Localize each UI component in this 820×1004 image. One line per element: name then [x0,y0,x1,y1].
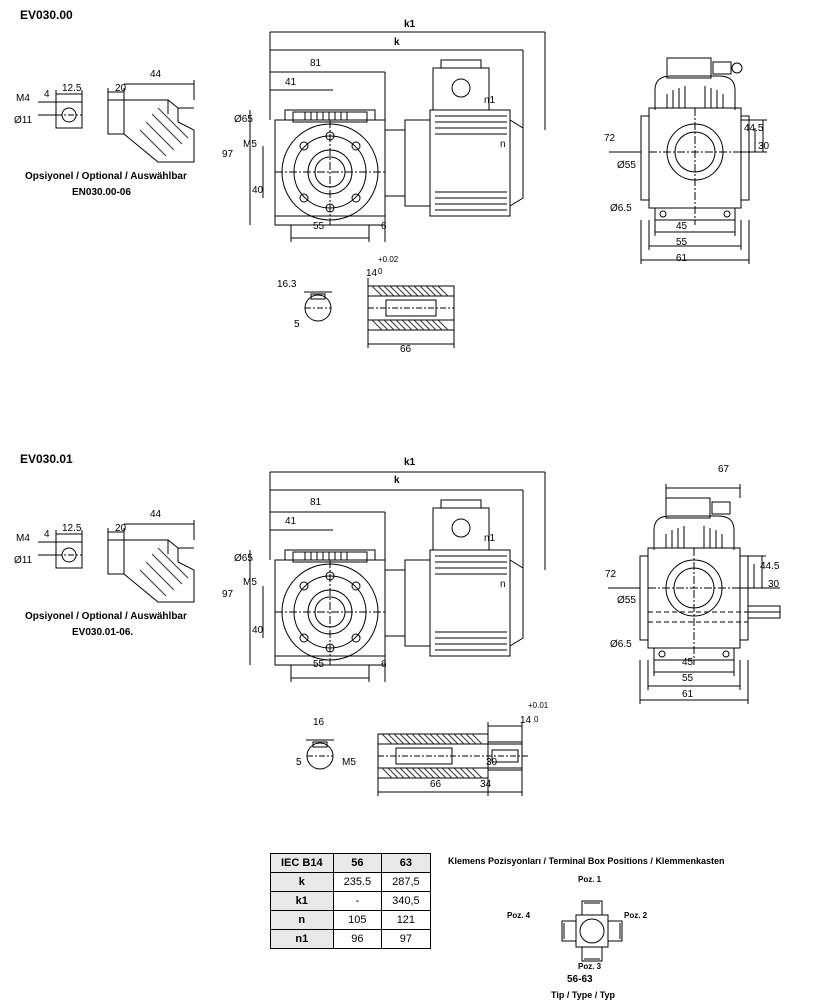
dim-d65b-2: Ø6.5 [610,639,632,650]
table-header-63: 63 [382,854,431,873]
row-label-n1: n1 [271,930,334,949]
opt-dim-20-1: 20 [115,83,127,94]
opt-dim-m4-1: M4 [16,93,30,104]
shaft-detail-drawing-2 [290,717,550,820]
front-view-drawing-2 [255,457,555,685]
dim-445-2: 44.5 [760,561,780,572]
optional-caption-1a: Opsiyonel / Optional / Auswählbar [25,171,187,182]
opt-dim-44-2: 44 [150,509,162,520]
dim-n1-2: n1 [484,533,496,544]
dim-55-1: 55 [313,221,325,232]
table-row [271,873,431,892]
side-view-drawing-1 [615,50,795,270]
dim-d65-1: Ø65 [234,114,253,125]
optional-caption-2a: Opsiyonel / Optional / Auswählbar [25,611,187,622]
dim-d55-2: Ø55 [617,595,636,606]
row-k1-56: - [333,892,382,911]
dim-6-1: 6 [381,221,387,232]
dim-n1-1: n1 [484,95,496,106]
dim-61-2: 61 [682,689,694,700]
terminal-poz-3: Poz. 3 [578,962,602,971]
terminal-poz-4: Poz. 4 [507,911,531,920]
dim-30-shaft-2: 30 [486,757,498,768]
row-n-63: 121 [382,911,431,930]
front-view-drawing-1 [255,20,555,245]
section-title-1: EV030.00 [20,8,73,22]
footer-type-en: Type [571,990,593,1000]
dim-72-2: 72 [605,569,617,580]
dim-d65-2: Ø65 [234,553,253,564]
terminal-footer-type: Tip / Type / Typ [551,990,616,1000]
terminal-poz-1: Poz. 1 [578,875,602,884]
section-title-2: EV030.01 [20,452,73,466]
dim-55-2: 55 [313,659,325,670]
dim-k1-1: k1 [404,19,416,30]
opt-dim-d11-2: Ø11 [14,555,33,566]
row-label-k: k [271,873,334,892]
terminal-title-en: Terminal Box Positions [548,856,648,866]
dim-41-2: 41 [285,516,297,527]
terminal-poz-2: Poz. 2 [624,911,648,920]
dim-34-2: 34 [480,779,492,790]
dim-45-1: 45 [676,221,688,232]
side-view-drawing-2 [608,490,798,715]
row-n1-63: 97 [382,930,431,949]
dim-14-1: 14 [366,268,378,279]
dim-40-2: 40 [252,625,264,636]
dim-30-1: 30 [758,141,770,152]
terminal-box-title: Klemens Pozisyonları / Terminal Box Positions / Klemmenkasten [448,856,725,866]
dim-14-2: 14 [520,715,532,726]
table-header-row [271,854,431,873]
row-k1-63: 340,5 [382,892,431,911]
table-row [271,911,431,930]
row-label-k1: k1 [271,892,334,911]
table-row [271,930,431,949]
dim-6-2: 6 [381,659,387,670]
row-k-56: 235.5 [333,873,382,892]
optional-caption-1b: EN030.00-06 [72,187,131,198]
dim-k-2: k [394,475,400,486]
dim-45-2: 45 [682,657,694,668]
dim-55b-2: 55 [682,673,694,684]
terminal-title-de: Klemmenkasten [655,856,725,866]
dim-d55-1: Ø55 [617,160,636,171]
dim-m5-shaft-2: M5 [342,757,356,768]
dim-41-1: 41 [285,77,297,88]
dim-163-1: 16.3 [277,279,297,290]
opt-dim-d11-1: Ø11 [14,115,33,126]
optional-caption-2b: EV030.01-06. [72,627,134,638]
dim-5-2: 5 [296,757,302,768]
terminal-footer-range: 56-63 [567,974,593,985]
dim-k-1: k [394,37,400,48]
row-k-63: 287,5 [382,873,431,892]
dim-tol-zero-2: 0 [534,715,539,724]
table-row [271,892,431,911]
opt-dim-m4-2: M4 [16,533,30,544]
dim-d65b-1: Ø6.5 [610,203,632,214]
row-label-n: n [271,911,334,930]
dim-tol-plus-1: +0.02 [378,255,399,264]
dim-97-1: 97 [222,149,234,160]
dim-61-1: 61 [676,253,688,264]
dim-67-2: 67 [718,464,730,475]
dim-66-1: 66 [400,344,412,355]
dim-n-2: n [500,579,506,590]
dim-72-1: 72 [604,133,616,144]
dim-30-2: 30 [768,579,780,590]
dim-66-2: 66 [430,779,442,790]
dim-tol-plus-2: +0.01 [528,701,549,710]
dim-445-1: 44.5 [744,123,764,134]
opt-dim-125-2: 12.5 [62,523,82,534]
footer-type-tr: Tip [551,990,565,1000]
opt-dim-20-2: 20 [115,523,127,534]
iec-b14-table [270,853,431,949]
terminal-title-tr: Klemens Pozisyonları [448,856,542,866]
row-n1-56: 96 [333,930,382,949]
opt-dim-4-2: 4 [44,529,50,540]
dim-5-1: 5 [294,319,300,330]
opt-dim-125-1: 12.5 [62,83,82,94]
dim-97-2: 97 [222,589,234,600]
dim-81-2: 81 [310,497,322,508]
dim-40-1: 40 [252,185,264,196]
dim-m5-1: M5 [243,139,257,150]
dim-16-2: 16 [313,717,325,728]
row-n-56: 105 [333,911,382,930]
dim-n-1: n [500,139,506,150]
dim-81-1: 81 [310,58,322,69]
dim-55b-1: 55 [676,237,688,248]
dim-m5-2: M5 [243,577,257,588]
table-header-56: 56 [333,854,382,873]
dim-tol-zero-1: 0 [378,267,383,276]
table-header-iec: IEC B14 [271,854,334,873]
footer-type-de: Typ [599,990,616,1000]
opt-dim-44-1: 44 [150,69,162,80]
opt-dim-4-1: 4 [44,89,50,100]
dim-k1-2: k1 [404,457,416,468]
